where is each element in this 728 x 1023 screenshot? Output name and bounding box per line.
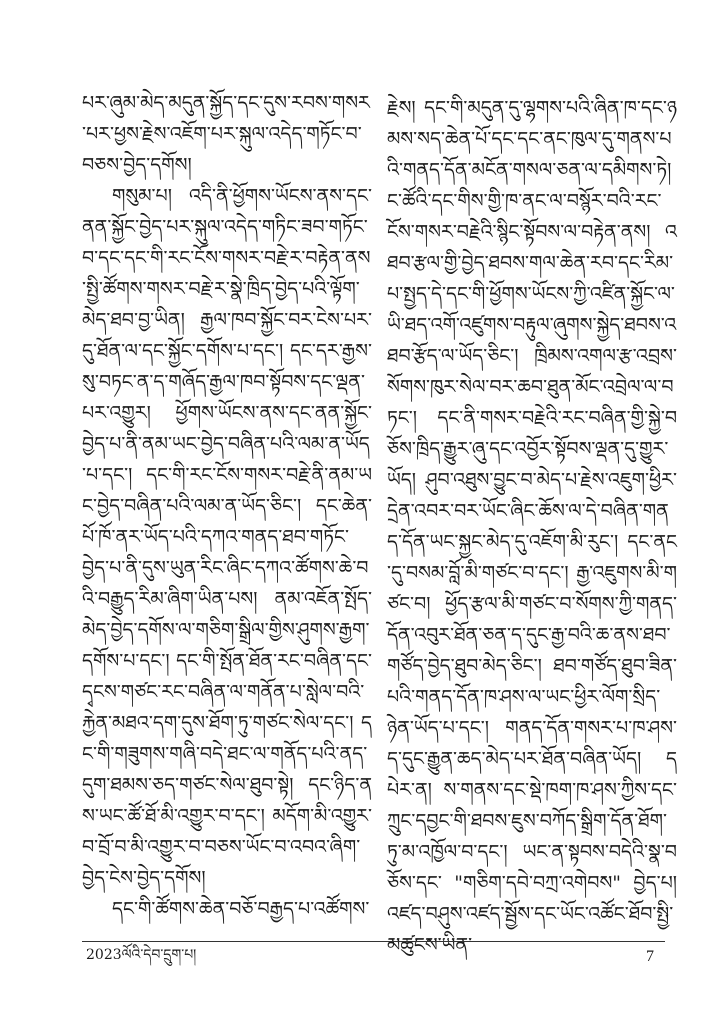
left-column [82, 88, 372, 920]
right-column [387, 93, 677, 956]
issue-label: 2023ལོའི་དེབ་དྲུག་པ། [86, 947, 197, 963]
footer-divider [82, 941, 665, 942]
paragraph: པར་ཞུམ་མེད་མདུན་སྐྱོད་དང་དུས་རབས་གསར་པར་ཕྱས་རྗེས་འཇོག་པར་སྐུལ་འདེད་གཏོང་བ་བཅས་བྱེད་དགོས། [82, 92, 370, 176]
paragraph: དང་གི་ཚོགས་ཆེན་བཅོ་བརྒྱད་པ་འཚོགས་ [112, 898, 370, 920]
page-number: 7 [646, 948, 654, 965]
paragraph: གསུམ་པ། འདི་ནི་ཕྱོགས་ཡོངས་ནས་དང་ནན་སྐྱོང་བྱེད་པར་སྐུལ་འདེད་གཏིང་ཟབ་གཏོང་བ་དང་དང་གི་རང་ངོས་གསར་བརྗེ་ར་བརྟེན་ནས་སྤྱི་ཚོགས་གསར་བརྗེ་ར་སྣེ་ཁྲིད་བྱེད་པའི་ལྟོག་མེད་ཐབ་བྱ་ཡིན། རྒྱལ་ཁབ་སྐྱོང་བར་ངེས་པར་དུ་ཐོན་ལ་དང་སྐྱོང་དགོས་པ་དང་། དང་དར་རྒྱས་སུ་བཏང་ན་ད་གཞོད་རྒྱལ་ཁབ་སྟོབས་དང་ལྡན་པར་འགྱུར། ཕྱོགས་ཡོངས་ནས་དང་ནན་སྐྱོང་བྱེད་པ་ནི་ནམ་ཡང་བྱེད་བཞིན་པའི་ལམ་ན་ཡོད་པ་དང་། དང་གི་རང་ངོས་གསར་བརྗེ་ནི་ནམ་ཡང་བྱེད་བཞིན་པའི་ལམ་ན་ཡོད་ཅིང་། དང་ཆེན་པོ་ཁོ་ནར་ཡོད་པའི་དཀའ་གནད་ཐབ་གཏོང་བྱེད་པ་ནི་དུས་ཡུན་རིང་ཞིང་དཀའ་ཚོགས་ཆེ་བའི་བརྒྱུད་རིམ་ཞིག་ཡིན་པས། ནམ་འཇོན་སྤོད་མེད་བྱེད་དགོས་ལ་གཅིག་སྒྲིལ་གྱིས་ཤུགས་རྒྱག་དགོས་པ་དང་། དང་གི་སྤོན་ཐོན་རང་བཞིན་དང་དྭངས་གཙང་རང་བཞིན་ལ་གནོན་པ་སླེལ་བའི་རྐྱེན་མཐའ་དག་དུས་ཐོག་ཏུ་གཙང་སེལ་དང་། དང་གི་གཟུགས་གཞི་བདེ་ཐང་ལ་གནོད་པའི་ནད་དུག་ཐམས་ཅད་གཙང་སེལ་ཐུབ་སྟེ། དང་ཉིད་ནས་ཡང་ཚོ་ཐོ་མི་འགྱུར་བ་དང་། མདོག་མི་འགྱུར་བ་བྲོ་བ་མི་འགྱུར་བ་བཅས་ཡོང་བ་འབའ་ཞིག་བྱེད་ངེས་བྱེད་དགོས། [82, 185, 372, 889]
paragraph: རྗེས། དང་གི་མདུན་དུ་ལྷགས་པའི་ཞིན་ཁ་དང་ཉམས་སད་ཆེན་པོ་དང་དང་ནང་ཁུལ་དུ་གནས་པའི་གནད་དོན་མངོན་གསལ་ཅན་ལ་དམིགས་ཏེ། ང་ཚོའི་དང་གིས་གྱི་ཁ་ནང་ལ་བསྙོར་བའི་རང་ངོས་གསར་བརྗེའི་སྙིང་སྟོབས་ལ་བརྟེན་ནས། འཐབ་རྩལ་གྱི་བྱེད་ཐབས་གལ་ཆེན་རབ་དང་རིམ་པ་སྤྱད་དེ་དང་གི་ཕྱོགས་ཡོངས་ཀྱི་འཛིན་སྐྱོང་ལ་ཡི་ཐད་འགོ་འཛུགས་བརྟུལ་ཞུགས་སྐྱེད་ཐབས་འཐབ་རྩོད་ལ་ཡོད་ཅིང་། ཁྲིམས་འགལ་རྩ་འབྲས་སོགས་ཁུར་སེལ་བར་ཆབ་ཐུན་མོང་འབྲེལ་ལ་བཏང་། དང་ནི་གསར་བརྗེའི་རང་བཞིན་གྱི་སྐྱེ་བཅོས་ཁྲིད་རྒྱུར་ཞུ་དང་འབྱོར་སྟོབས་ལྡན་དུ་གྱུར་ཡོད། ཤུབ་འཐུས་བྱུང་བ་མེད་པ་རྗེས་འཇུག་ཕྱིར་དྲེན་འབར་བར་ཡོང་ཞིང་ཆོས་ལ་དེ་བཞིན་གནད་དོན་ཡང་སྐྱང་མེད་དུ་འཇོག་མི་རུང་། དང་ནང་དུ་བསམ་བློ་མི་གཙང་བ་དང་། རྒྱ་འཇུགས་མི་གཙང་བ། ཕྱོད་རྩལ་མི་གཙང་བ་སོགས་ཀྱི་གནད་དོན་འབུར་ཐོན་ཅན་ད་དུང་རྒྱ་བའི་ཆ་ནས་ཐབ་གཙོད་བྱེད་ཐུབ་མེད་ཅིང་། ཐབ་གཙོད་ཐུབ་ཟིན་པའི་གནད་དོན་ཁ་ཤས་ལ་ཡང་ཕྱིར་ལོག་སྲིད་ཉེན་ཡོད་པ་དང་། གནད་དོན་གསར་པ་ཁ་ཤས་ད་དུང་རྒྱུན་ཆད་མེད་པར་ཐོན་བཞིན་ཡོད། དཔེར་ན། ས་གནས་དང་སྡེ་ཁག་ཁ་ཤས་ཀྱིས་དང་ཀྲུང་དབྱང་གི་ཐབས་ཇུས་བཀོད་སྒྲིག་དོན་ཐོག་ཏུ་མ་འཁྱོལ་བ་དང་། ཡང་ན་སྟབས་བདེའི་སྣ་བཅོས་དང་ "གཅིག་དབེ་བཀྲ་འགེབས" བྱེད་པ། འཛད་བཤུས་འཛད་སྦྱོས་དང་ཡོང་འཚོང་ཐོབ་སྤྱི་མཚུངས་ཡིན་ [387, 97, 677, 956]
